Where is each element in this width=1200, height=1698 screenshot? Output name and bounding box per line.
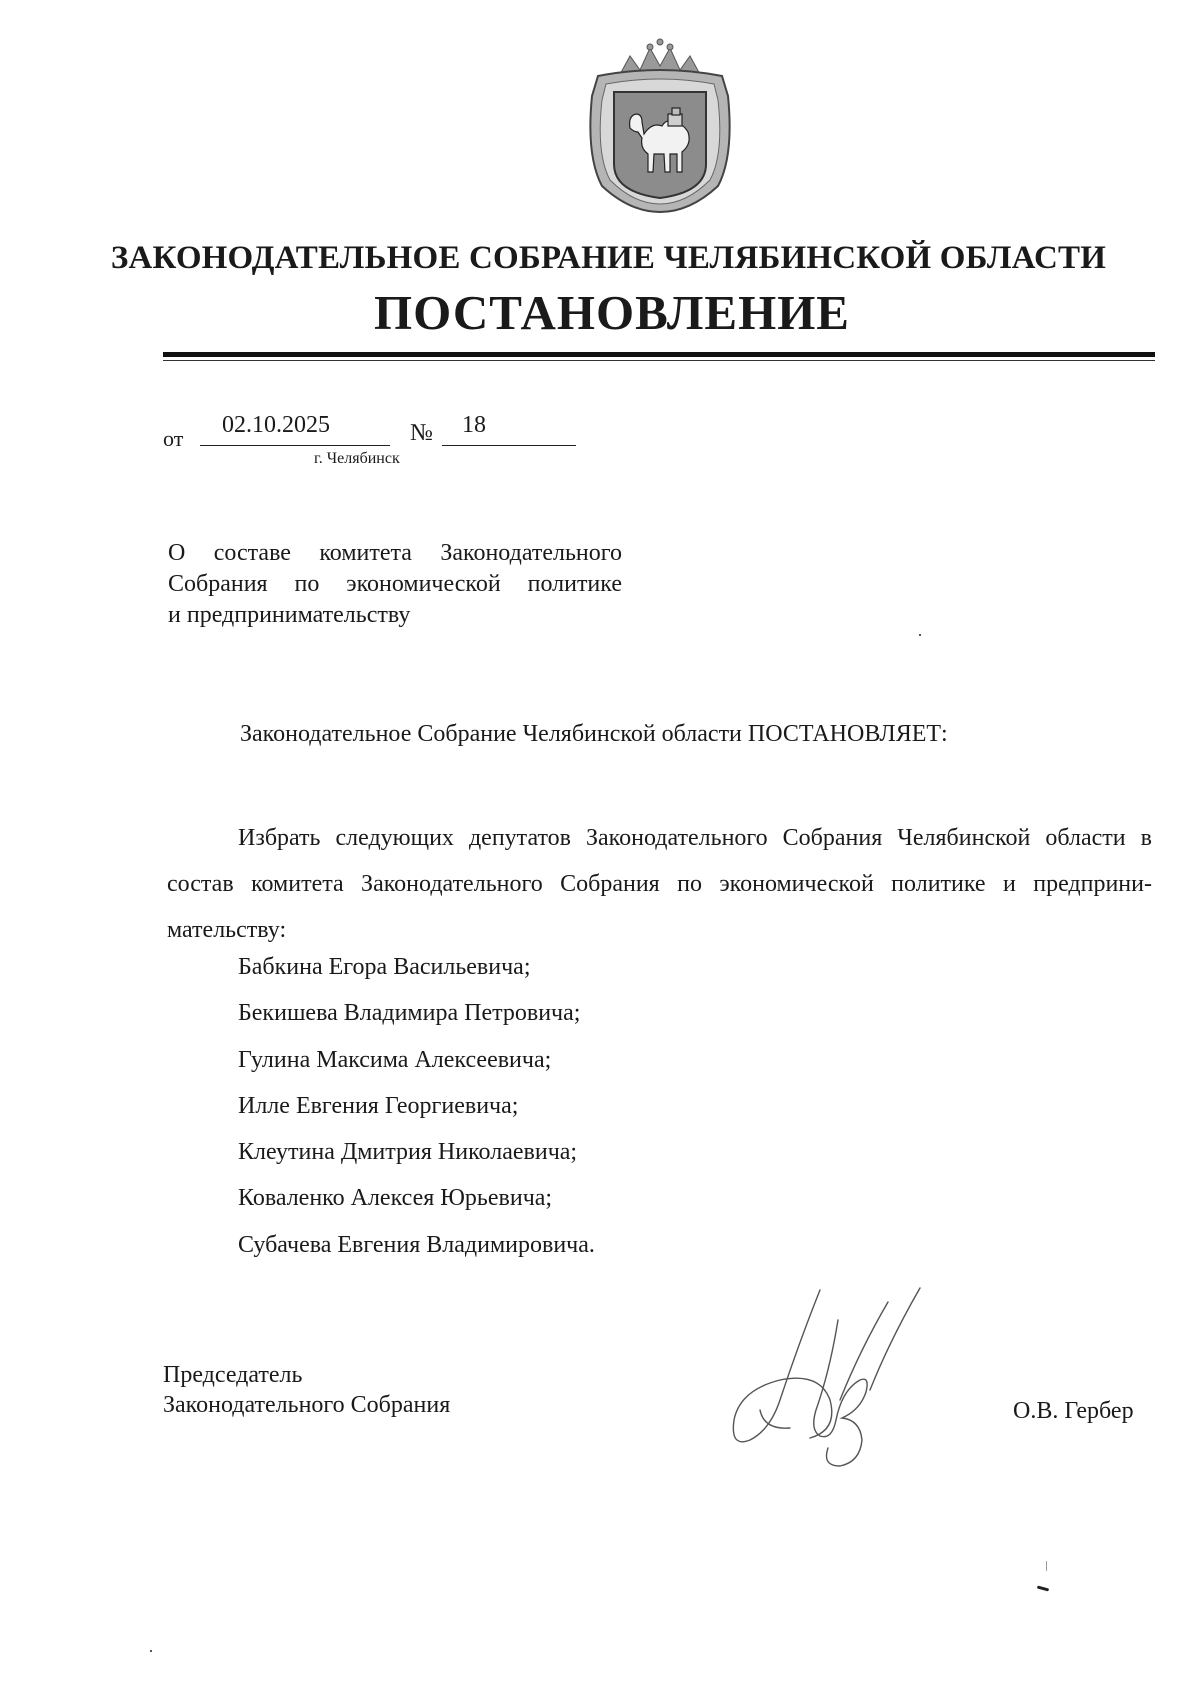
header-rule-thick <box>163 352 1155 357</box>
scan-speck <box>1046 1561 1047 1571</box>
body-paragraph: Избрать следующих депутатов Законодательного Собрания Челябинской области в состав комитета Законодательного Собрания по экономической политике и предпринимательству: <box>167 825 1152 943</box>
scan-speck <box>150 1650 152 1652</box>
document-subject <box>168 538 622 631</box>
number-label: № <box>410 420 433 446</box>
signatory-title <box>163 1360 450 1420</box>
list-item: Бабкина Егора Васильевича; <box>238 954 531 980</box>
date-prefix-label: от <box>163 426 184 451</box>
list-item: Бекишева Владимира Петровича; <box>238 1000 581 1027</box>
signer-name: О.В. Гербер <box>1013 1398 1134 1424</box>
deputies-list <box>238 944 595 1268</box>
list-item: Гулина Максима Алексеевича; <box>238 1046 552 1073</box>
signatory-title-line: Законодательного Собрания <box>163 1392 451 1418</box>
coat-of-arms-icon <box>578 36 742 214</box>
subject-line: Собрания по экономической политике <box>168 571 622 597</box>
list-item: Коваленко Алексея Юрьевича; <box>238 1185 553 1212</box>
organization-name: ЗАКОНОДАТЕЛЬНОЕ СОБРАНИЕ ЧЕЛЯБИНСКОЙ ОБЛАСТИ <box>110 240 1107 276</box>
city-label: г. Челябинск <box>314 450 400 467</box>
decree-statement: Законодательное Собрание Челябинской области ПОСТАНОВЛЯЕТ: <box>240 721 948 747</box>
subject-line: О составе комитета Законодательного <box>168 540 622 566</box>
list-item: Илле Евгения Георгиевича; <box>238 1092 519 1119</box>
subject-line: и предпринимательству <box>168 602 411 628</box>
handwritten-signature-icon <box>720 1280 970 1470</box>
signatory-title-line: Председатель <box>163 1362 303 1388</box>
scan-speck <box>1037 1585 1049 1591</box>
number-underline <box>442 445 576 446</box>
date-underline <box>200 445 390 446</box>
list-item: Субачева Евгения Владимировича. <box>238 1231 595 1258</box>
list-item: Клеутина Дмитрия Николаевича; <box>238 1139 578 1166</box>
scan-speck <box>919 634 921 636</box>
document-type-title: ПОСТАНОВЛЕНИЕ <box>374 285 850 340</box>
document-number: 18 <box>462 412 486 438</box>
header-rule-thin <box>163 360 1155 361</box>
document-date: 02.10.2025 <box>222 412 330 438</box>
